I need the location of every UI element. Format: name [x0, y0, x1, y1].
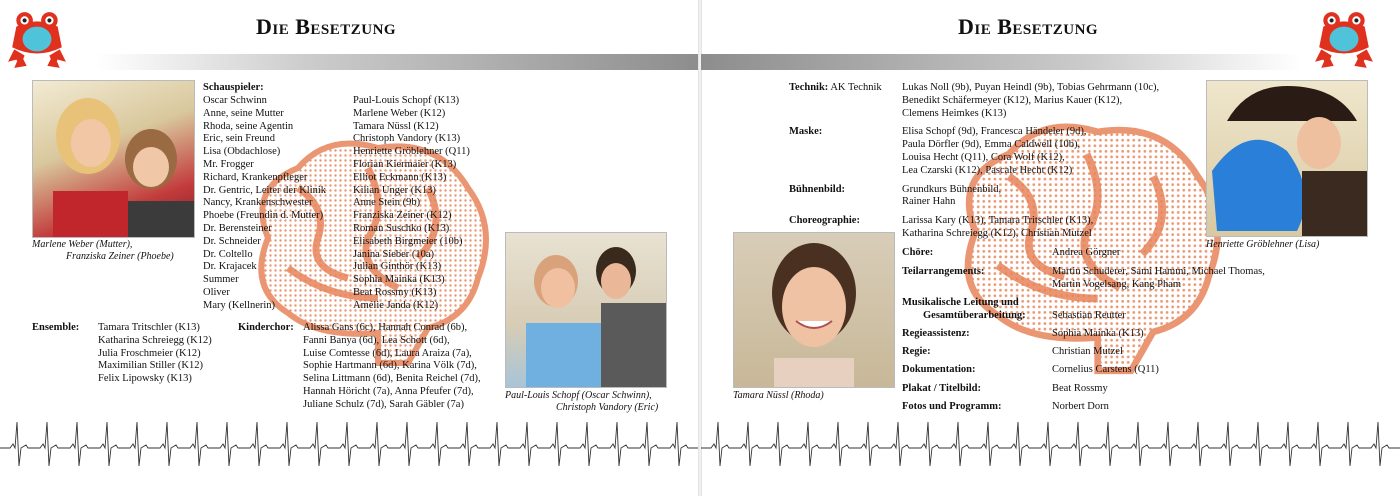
heartbeat-line-icon [701, 414, 1400, 474]
actor-name: Anne Stein (9b) [353, 197, 421, 209]
role-name: Mary (Kellnerin) [203, 299, 276, 311]
kinderchor-line: Sophie Hartmann (6d), Karina Völk (7d), [303, 360, 477, 372]
actor-name: Amélie Janda (K12) [353, 299, 439, 311]
photo1-caption-line1: Marlene Weber (Mutter), [32, 239, 133, 250]
role-name: Oscar Schwinn [203, 95, 267, 106]
actor-name: Elliot Eckmann (K13) [353, 171, 447, 183]
credit-value: Sebastian Reutter [1052, 309, 1126, 321]
actor-name: Beat Rossmy (K13) [353, 286, 437, 298]
actor-name: Henriette Gröblehner (Q11) [353, 146, 470, 158]
role-name: Dr. Krajacek [203, 261, 257, 273]
credit-value: Grundkurs Bühnenbild, [902, 183, 1002, 195]
credit-value: Beat Rossmy [1052, 383, 1108, 394]
credit-label: Bühnenbild: [789, 183, 846, 195]
actors-list [353, 95, 470, 313]
actor-name: Paul-Louis Schopf (K13) [353, 95, 460, 106]
page-title: Die Besetzung [256, 14, 397, 39]
credit-value: Katharina Schreiegg (K12), Christian Mutzel [902, 228, 1092, 239]
actor-name: Janina Sieber (10a) [353, 248, 435, 260]
role-name: Phoebe (Freundin d. Mutter) [203, 210, 324, 222]
frog-logo-icon [1313, 8, 1375, 70]
kinderchor-line: Fanni Banya (6d), Lea Schott (6d), [303, 334, 450, 346]
credit-label: Maske: [789, 126, 823, 138]
photo-tamara [733, 232, 895, 388]
credit-value: Rainer Hahn [902, 196, 956, 208]
credit-label: Regie: [902, 346, 931, 357]
actor-name: Sophia Mainka (K13) [353, 274, 445, 286]
photo3-caption: Tamara Nüssl (Rhoda) [733, 390, 824, 401]
role-name: Richard, Krankenpfleger [203, 171, 308, 183]
credit-value: Larissa Kary (K13), Tamara Tritschler (K13), [902, 215, 1094, 227]
credit-value: Christian Mutzel [1052, 346, 1123, 357]
heartbeat-line-icon [0, 414, 699, 474]
right-page [701, 0, 1400, 496]
left-page [0, 0, 699, 496]
role-name: Oliver [203, 286, 230, 298]
credit-value: Cornelius Carstens (Q11) [1052, 364, 1159, 375]
credit-value: Norbert Dorn [1052, 401, 1109, 412]
credit-label: Chöre: [902, 247, 934, 258]
credit-value: Andrea Görgner [1052, 247, 1121, 258]
credit-value: Benedikt Schäfermeyer (K12), Marius Kauer (K12), [902, 94, 1123, 106]
credit-label: Technik: AK Technik [789, 82, 882, 93]
kinderchor-heading: Kinderchor: [238, 322, 294, 333]
role-name: Anne, seine Mutter [203, 107, 284, 119]
page-title: Die Besetzung [958, 14, 1099, 39]
credit-value: Lea Czarski (K12), Pascale Hecht (K12) [902, 164, 1073, 176]
photo2-caption-line2: Christoph Vandory (Eric) [556, 402, 659, 413]
actor-name: Julian Ginthör (K13) [353, 261, 442, 273]
credit-value: Lukas Noll (9b), Puyan Heindl (9b), Tobias Gehrmann (10c), [902, 82, 1160, 93]
credit-value: Martin Vogelsang, Kang Pham [1052, 278, 1182, 290]
photo4-caption: Henriette Gröblehner (Lisa) [1206, 239, 1320, 250]
credit-value: Paula Dörfler (9d), Emma Caldwell (10b), [902, 139, 1081, 151]
ensemble-member: Maximilian Stiller (K12) [98, 360, 203, 372]
kinderchor-line: Juliane Schulz (7d), Sarah Gäbler (7a) [303, 398, 464, 410]
kinderchor-line: Luise Comtesse (6d), Laura Araiza (7a), [303, 347, 472, 359]
actor-name: Roman Suschko (K13) [353, 222, 450, 234]
role-name: Rhoda, seine Agentin [203, 120, 294, 132]
credit-value: Elisa Schopf (9d), Francesca Händeler (9d), [902, 126, 1087, 138]
schauspieler-heading: Schauspieler: [203, 82, 264, 93]
ensemble-member: Tamara Tritschler (K13) [98, 322, 200, 333]
credit-value: Martin Schuderer, Sami Hammi, Michael Thomas, [1052, 266, 1265, 277]
ensemble-member: Felix Lipowsky (K13) [98, 373, 192, 385]
credit-label: Fotos und Programm: [902, 401, 1002, 412]
photo1-caption-line2: Franziska Zeiner (Phoebe) [66, 251, 174, 262]
credit-label: Plakat / Titelbild: [902, 383, 981, 394]
photo-marlene-franziska [32, 80, 195, 238]
credit-label: Gesamtüberarbeitung: [923, 309, 1026, 321]
actor-name: Marlene Weber (K12) [353, 107, 446, 119]
header-bar [96, 54, 699, 70]
credit-label: Regieassistenz: [902, 328, 970, 339]
photo-henriette [1206, 80, 1368, 237]
role-name: Dr. Coltello [203, 248, 253, 260]
credit-label: Choreographie: [789, 215, 860, 227]
kinderchor-line: Hannah Höricht (7a), Anna Pfeufer (7d), [303, 385, 474, 397]
kinderchor-line: Alissa Gans (6c), Hannah Conrad (6b), [303, 322, 468, 333]
actor-name: Florian Kiermaier (K13) [353, 158, 457, 170]
credit-label: Dokumentation: [902, 364, 976, 375]
frog-logo-icon [6, 8, 68, 70]
credit-value: Louisa Hecht (Q11), Cora Wolf (K12), [902, 152, 1065, 163]
role-name: Summer [203, 274, 239, 286]
actor-name: Tamara Nüssl (K12) [353, 120, 439, 132]
actor-name: Elisabeth Birgmeier (10b) [353, 235, 463, 247]
kinderchor-list [303, 322, 481, 412]
credit-value: Clemens Heimkes (K13) [902, 107, 1007, 119]
actor-name: Christoph Vandory (K13) [353, 133, 461, 145]
photo-paul-christoph [505, 232, 667, 388]
credit-label: Musikalische Leitung und [902, 297, 1019, 308]
ensemble-heading: Ensemble: [32, 322, 80, 333]
credit-value: Sophia Mainka (K13) [1052, 328, 1144, 339]
ensemble-member: Katharina Schreiegg (K12) [98, 334, 212, 346]
kinderchor-line: Selina Littmann (6d), Benita Reichel (7d), [303, 373, 481, 385]
role-name: Dr. Gentric, Leiter der Klinik [203, 184, 327, 196]
header-bar [701, 54, 1301, 70]
actor-name: Franziska Zeiner (K12) [353, 210, 452, 222]
role-name: Dr. Berensteiner [203, 222, 272, 234]
role-name: Eric, sein Freund [203, 133, 276, 145]
photo2-caption-line1: Paul-Louis Schopf (Oscar Schwinn), [505, 390, 652, 401]
roles-list [203, 95, 326, 313]
role-name: Dr. Schneider [203, 235, 261, 247]
role-name: Mr. Frogger [203, 158, 254, 170]
ensemble-member: Julia Froschmeier (K12) [98, 347, 201, 359]
ensemble-list [98, 322, 212, 386]
credit-label: Teilarrangements: [902, 266, 985, 277]
role-name: Lisa (Obdachlose) [203, 146, 281, 158]
role-name: Nancy, Krankenschwester [203, 197, 313, 209]
actor-name: Kilian Unger (K13) [353, 184, 436, 196]
